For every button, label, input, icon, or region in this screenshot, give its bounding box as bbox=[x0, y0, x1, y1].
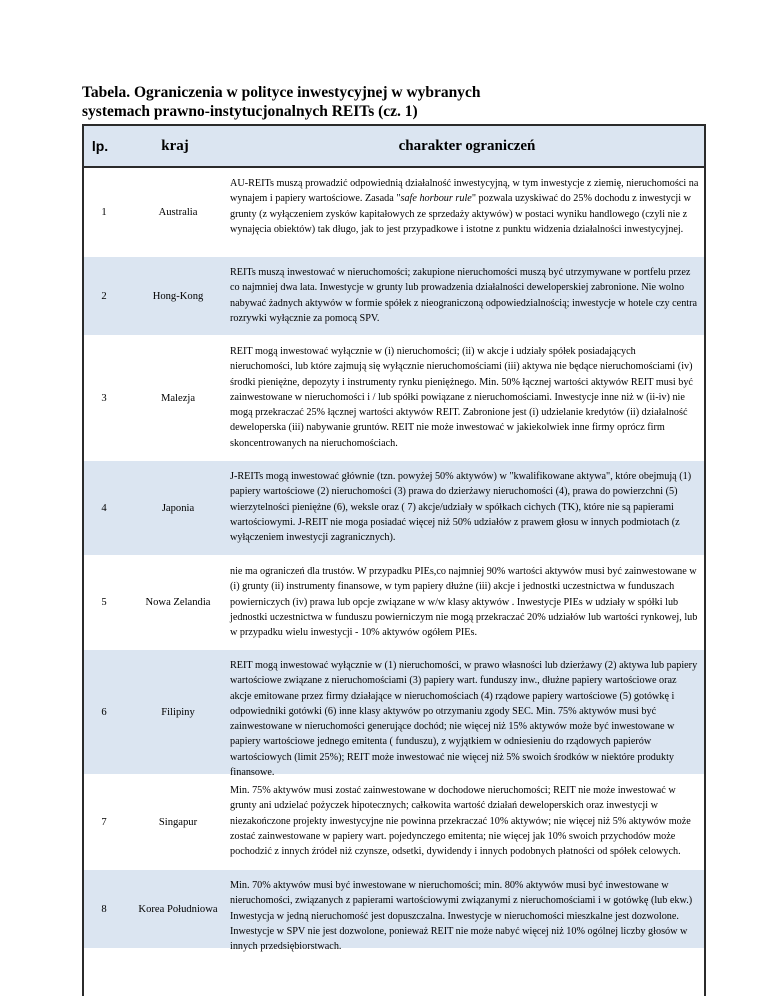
row-restriction-text bbox=[222, 168, 704, 256]
row-number: 2 bbox=[101, 290, 107, 302]
row-number: 8 bbox=[101, 903, 107, 915]
row-country: Japonia bbox=[161, 502, 195, 514]
row-number: 5 bbox=[101, 597, 107, 608]
row-country: Malezja bbox=[160, 392, 196, 404]
row-number: 4 bbox=[101, 502, 107, 514]
row-restriction-text: Min. 70% aktywów musi być inwestowane w nieruchomości; min. 80% aktywów musi być inwestowane w nieruchomości, związanych z papierami wartościowymi związanymi z nieruchomościami i w gotówkę (lub ekw.) Inwestycja w jedną nieruchomość jest dopuszczalna. Inwestycje w nieruchomości mieszkalne jest dozwolone. Inwestycje w SPV nie jest dozwolone, ponieważ REIT nie może nabyć więcej niż 10% ogólnej liczby głosów w innych przedsiębiorstwach. bbox=[230, 880, 693, 953]
table-row bbox=[84, 336, 704, 461]
table-row bbox=[84, 168, 704, 257]
row-country: Singapur bbox=[158, 816, 198, 828]
row-restriction-text: REIT mogą inwestować wyłącznie w (i) nieruchomości; (ii) w akcje i udziały spółek posiadających nieruchomości, lub które zajmują się wyłącznie nieruchomościami (iii) aktywa nie będące nieruchomościami (iv) środki pieniężne, depozyty i instrumenty rynku pieniężnego. Min. 50% łącznej wartości aktywów REIT musi być zainwestowane w nieruchomości i / lub spółki powiązane z nieruchomościami. Inwestycje inne niż w (ii-iv) nie mogą przekraczać 25% łącznej wartości aktywów REIT. Zabronione jest (i) udzielanie kredytów (ii) działalność deweloperska (iii) nabywanie gruntów. REIT nie może inwestować w jakiekolwiek inne firmy oprócz firm skoncentrowanych na nieruchomościach. bbox=[230, 346, 693, 449]
row-restriction-text: J-REITs mogą inwestować głównie (tzn. powyżej 50% aktywów) w "kwalifikowane aktywa", które obejmują (1) papiery wartościowe (2) nieruchomości (3) prawa do dzierżawy nieruchomości (4), prawa do powierzchni (5) wierzytelności pieniężne (6), weksle oraz ( 7) akcje/udziały w spółkach cichych (TK), które nie są papierami wartościowymi. J-REIT nie moga posiadać więcej niż 50% udziałów z prawem głosu w innych podmiotach (z wyłączeniem inwestycji zagranicznych). bbox=[230, 471, 692, 544]
row-restriction-text: Min. 75% aktywów musi zostać zainwestowane w dochodowe nieruchomości; REIT nie może inwestować w grunty ani udzielać pożyczek hipotecznych; całkowita wartość działań deweloperskich oraz inwestycji w niezakończone projekty inwestycyjne nie powinna przekraczać 10% aktywów; nie więcej niż 5% aktywów może zostać zainwestowane w papiery wart. pojedynczego emitenta; nie więcej jak 10% swoich przychodów może pochodzić z innych źródeł niż czynsze, odsetki, dywidendy i innych podobnych płatności od spółek celowych. bbox=[230, 785, 691, 858]
row-country: Australia bbox=[158, 206, 198, 218]
restrictions-table bbox=[82, 124, 706, 996]
row-country: Filipiny bbox=[161, 706, 195, 718]
row-text-part: AU-REITs muszą prowadzić odpowiednią działalność inwestycyjną, w tym inwestycje z ziemię, nieruchomości na wynajem i papiery wartościowe. Zasada " bbox=[230, 178, 699, 205]
header-lp: lp. bbox=[91, 138, 109, 154]
row-number: 3 bbox=[101, 392, 107, 404]
table-row bbox=[84, 870, 704, 953]
row-number: 7 bbox=[101, 816, 107, 828]
table-header bbox=[84, 126, 704, 168]
table-row bbox=[84, 461, 704, 556]
row-restriction-text: REIT mogą inwestować wyłącznie w (1) nieruchomości, w prawo własności lub dzierżawy (2) aktywa lub papiery wartościowe związane z nieruchomościami (3) papiery wart. funduszy inw., dłużne papiery wartościowe oraz akcje emitowane przez firmy działające w nieruchomościach (4) rządowe papiery wartościowe (5) gotówkę i odpowiedniki gotówki (6) inne klasy aktywów po otrzymaniu zgody SEC. Min. 75% aktywów musi być zainwestowane w nieruchomości generujące dochód; nie więcej niż 15% aktywów może być inwestowane w papiery wartościowe jednego emitenta ( funduszu), z wyjątkiem w odniesieniu do rządowych papierów wartościowych (limit 25%); REIT może inwestować nie więcej niż 5% swoich środków w niektóre produkty finansowe. bbox=[230, 660, 698, 779]
row-country: Korea Południowa bbox=[138, 903, 218, 915]
table-row bbox=[84, 556, 704, 650]
table-title bbox=[82, 84, 682, 121]
table-row bbox=[84, 650, 704, 779]
row-restriction-text: REITs muszą inwestować w nieruchomości; zakupione nieruchomości muszą być utrzymywane w portfelu przez co najmniej dwa lata. Inwestycje w grunty lub prowadzenia działalności deweloperskiej zabronione. Nie wolno nabywać żadnych aktywów w formie spółek z nieograniczoną odpowiedzialnością; inwestycje w hotele czy centra rozrywki wyłącznie za pomocą SPV. bbox=[230, 267, 698, 324]
row-restriction-text: nie ma ograniczeń dla trustów. W przypadku PIEs,co najmniej 90% wartości aktywów musi być zainwestowane w (i) grunty (ii) instrumenty finansowe, w tym papiery dłużne (iii) akcje i jednostki uczestnictwa w funduszach powierniczych (iv) prawa lub opcje związane w w/w klasy aktywów . Inwestycje PIEs w udziały w spółki lub jednostki uczestnictwa w funduszu powierniczym nie mogą przekraczać 20% udziałów lub wartości rynkowej, lub w przypadku wielu inwestycji - 10% aktywów ogółem PIEs. bbox=[230, 566, 698, 639]
title-line-1: Tabela. Ograniczenia w polityce inwestycyjnej w wybranych bbox=[82, 84, 481, 101]
row-number: 1 bbox=[101, 206, 107, 218]
table-row bbox=[84, 775, 704, 870]
row-text-part: " pozwala uzyskiwać do 25% dochodu z inwestycji w grunty (z wyłączeniem zysków kapitałowych ze sprzedaży aktywów) w postaci wyniku handlowego (czyli nie z wynajęcia obiektów) tak długo, jak to jest przypadkowe i istotne z punktu widzenia działalności inwestycyjnej. bbox=[230, 193, 691, 235]
header-charakter: charakter ograniczeń bbox=[398, 137, 536, 154]
row-number: 6 bbox=[101, 706, 107, 718]
table-row bbox=[84, 257, 704, 336]
row-text-italic: safe horbour rule bbox=[400, 193, 472, 205]
title-line-2: systemach prawno-instytucjonalnych REITs (cz. 1) bbox=[82, 102, 418, 120]
header-kraj: kraj bbox=[161, 137, 189, 154]
row-country: Hong-Kong bbox=[152, 290, 204, 302]
row-country: Nowa Zelandia bbox=[145, 597, 211, 608]
